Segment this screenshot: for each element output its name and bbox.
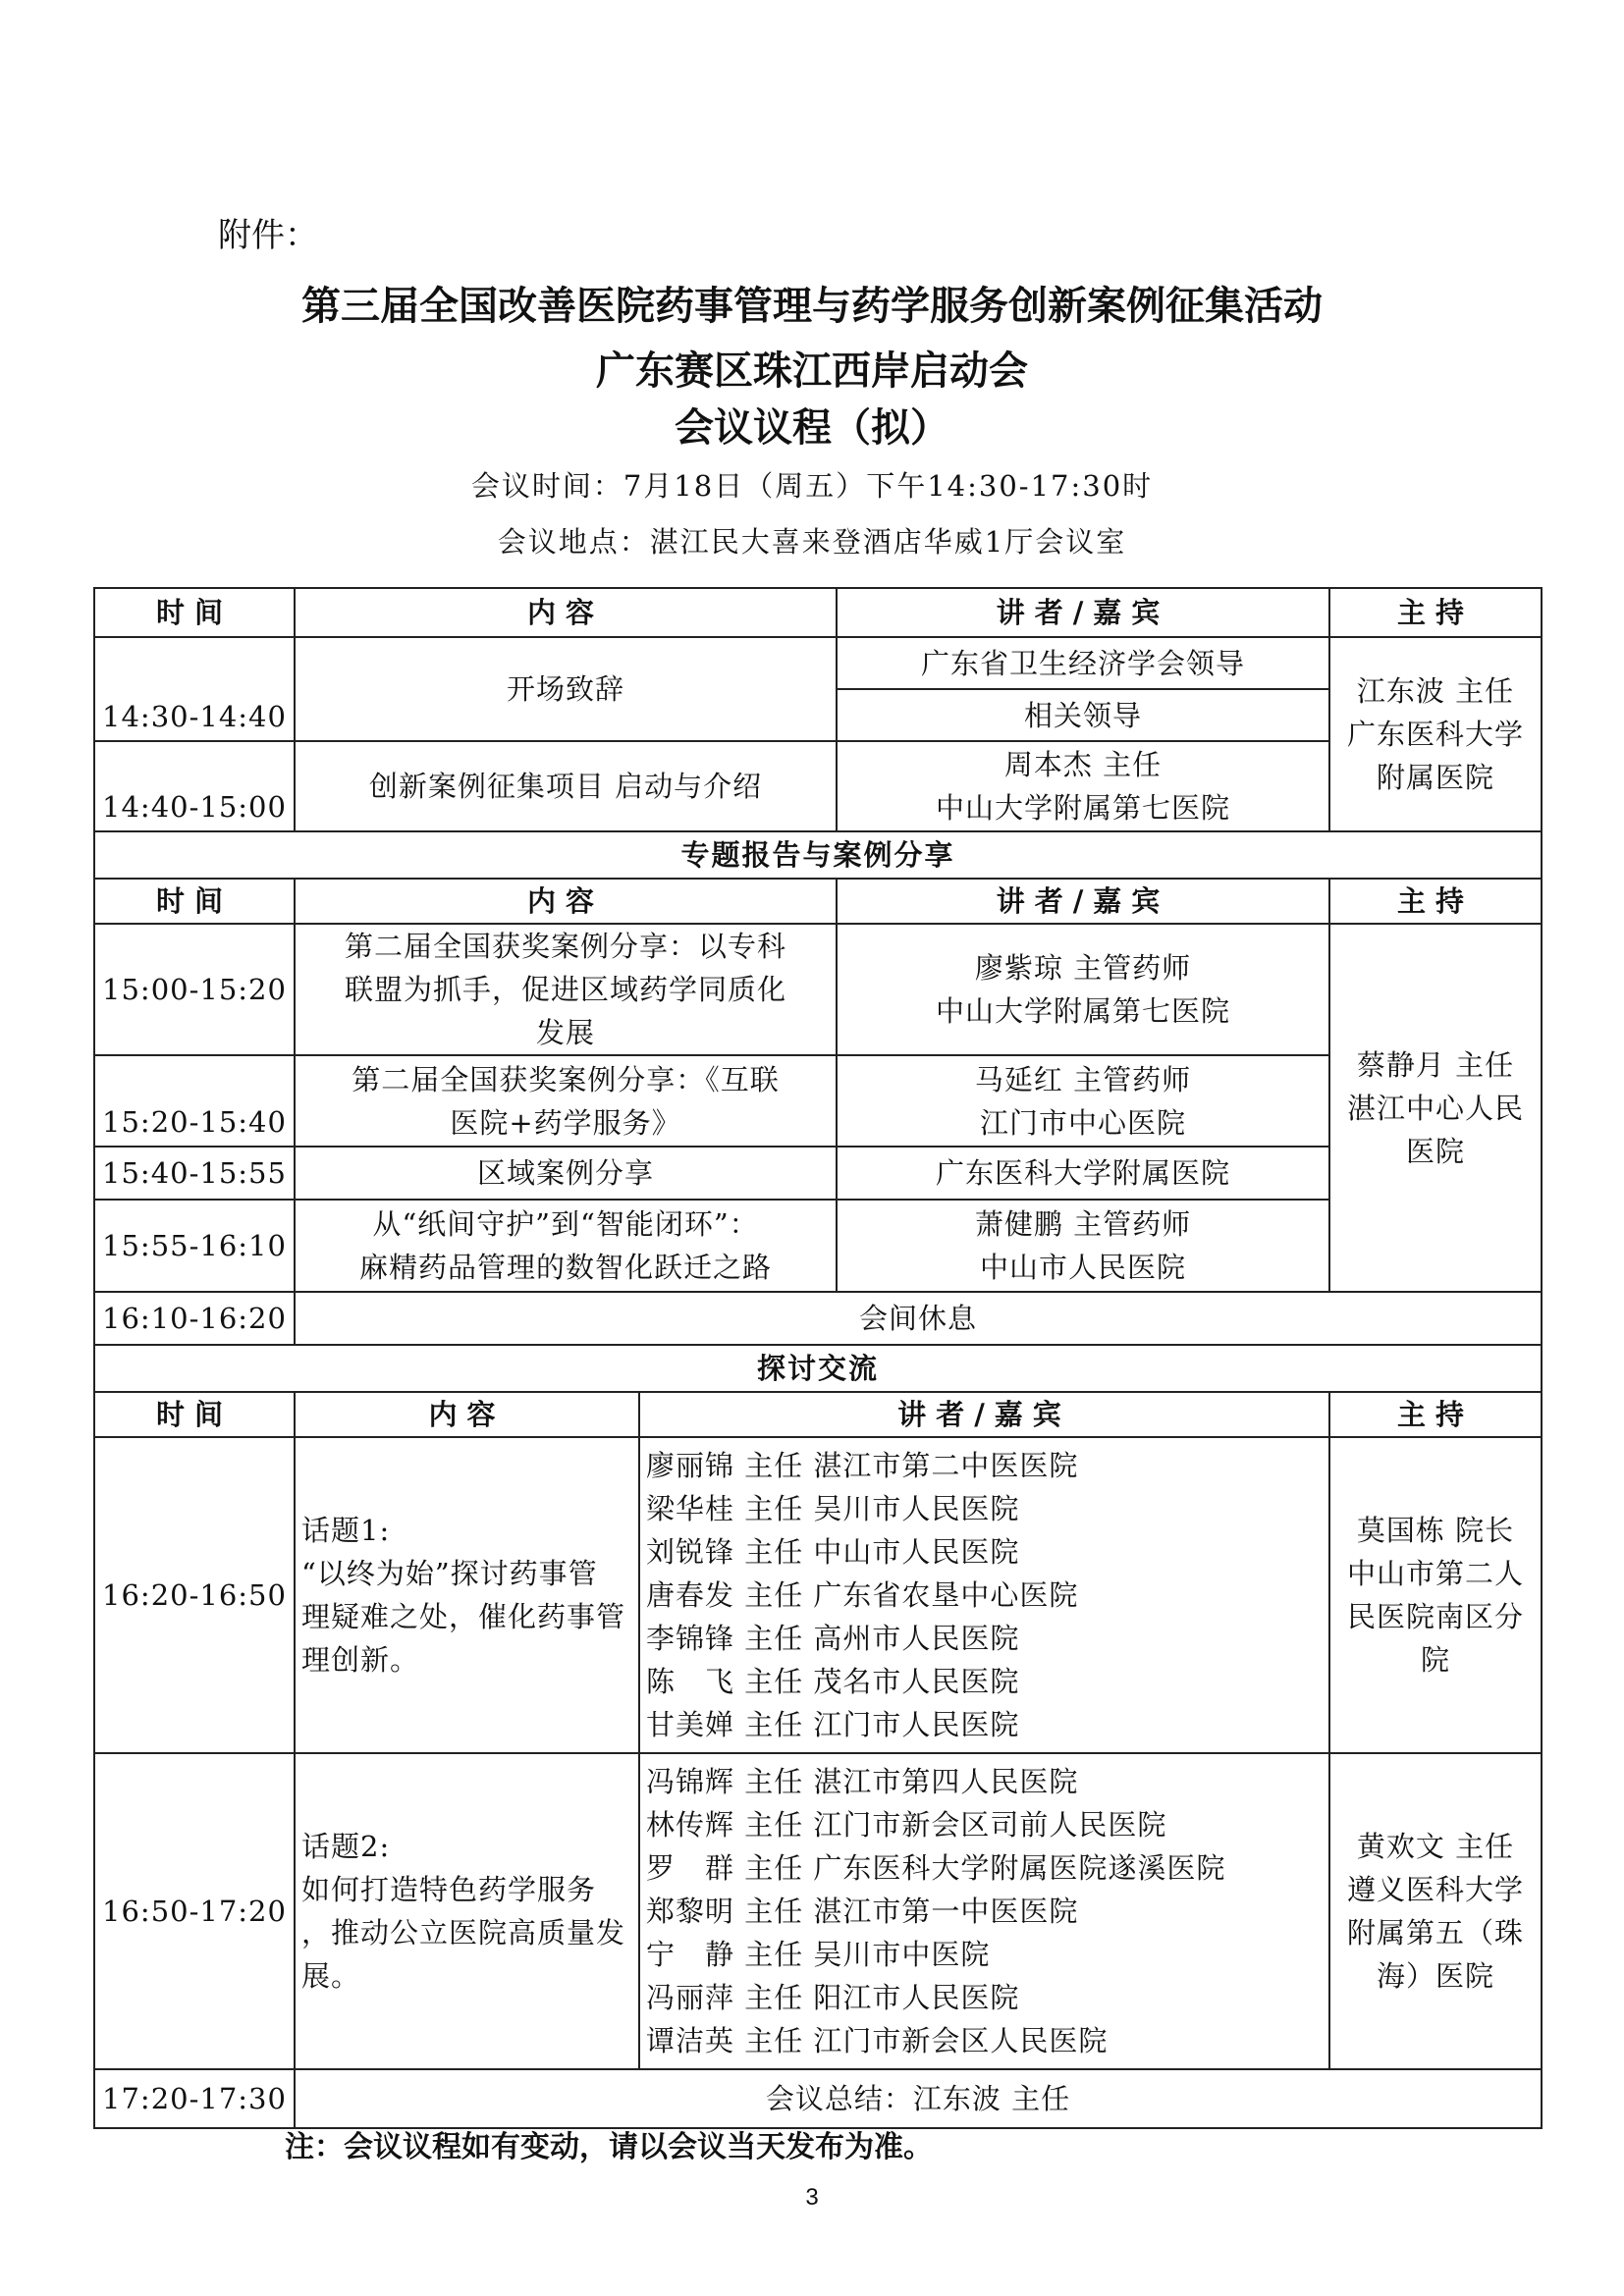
row-speaker (837, 1055, 1329, 1147)
table-row (94, 924, 1542, 1055)
meeting-place: 会议地点：湛江民大喜来登酒店华威1厅会议室 (497, 525, 1127, 559)
host-line: 海）医院 (1377, 1959, 1495, 1993)
speaker-line: 宁 静 主任 吴川市中医院 (646, 1938, 991, 1971)
content-line: 理创新。 (301, 1643, 420, 1677)
speaker-line: 廖丽锦 主任 湛江市第二中医医院 (646, 1449, 1079, 1482)
speaker-line: 陈 飞 主任 茂名市人民医院 (646, 1665, 1020, 1698)
host-line: 广东医科大学 (1347, 718, 1525, 751)
header-host: 主持 (1329, 1392, 1542, 1437)
table-header-row (94, 879, 1542, 924)
speaker-line: 江门市中心医院 (980, 1105, 1187, 1140)
row-host (1329, 1753, 1542, 2069)
row-content: 创新案例征集项目 启动与介绍 (295, 741, 837, 831)
summary-row (94, 2069, 1542, 2128)
row-content: 会间休息 (295, 1292, 1542, 1345)
row-time: 14:40-15:00 (94, 741, 295, 831)
table-row (94, 1055, 1542, 1147)
content-line: 话题1: (301, 1514, 391, 1547)
speaker-line: 谭洁英 主任 江门市新会区人民医院 (646, 2024, 1109, 2057)
break-row (94, 1292, 1542, 1345)
attachment-label: 附件： (218, 216, 318, 255)
header-speaker: 讲者/嘉宾 (837, 879, 1329, 924)
row-speaker: 广东省卫生经济学会领导 (837, 637, 1329, 689)
row-time: 15:40-15:55 (94, 1147, 295, 1200)
row-host (1329, 924, 1542, 1292)
speaker-line: 中山市人民医院 (980, 1251, 1187, 1284)
table-row (94, 1753, 1542, 2069)
row-speaker (837, 1200, 1329, 1292)
header-time: 时间 (94, 1392, 295, 1437)
speaker-line: 梁华桂 主任 吴川市人民医院 (646, 1492, 1020, 1525)
row-content (295, 1753, 639, 2069)
host-line: 湛江中心人民 (1347, 1091, 1525, 1125)
header-speaker: 讲者/嘉宾 (837, 588, 1329, 637)
content-line: 麻精药品管理的数智化跃迁之路 (359, 1251, 773, 1284)
speaker-line: 萧健鹏 主管药师 (974, 1207, 1192, 1241)
speaker-line: 马延红 主管药师 (974, 1062, 1192, 1096)
row-speaker (639, 1753, 1329, 2069)
section-title: 探讨交流 (94, 1345, 1542, 1392)
row-speaker (837, 741, 1329, 831)
row-content (295, 924, 837, 1055)
host-line: 遵义医科大学 (1347, 1873, 1525, 1906)
speaker-line: 罗 群 主任 广东医科大学附属医院遂溪医院 (646, 1851, 1226, 1885)
content-line: 话题2: (301, 1830, 391, 1863)
header-host: 主持 (1329, 588, 1542, 637)
content-line: 展。 (301, 1959, 361, 1993)
content-line: 理疑难之处，催化药事管 (301, 1600, 626, 1633)
host-line: 中山市第二人 (1347, 1557, 1525, 1590)
speaker-line: 林传辉 主任 江门市新会区司前人民医院 (646, 1808, 1167, 1842)
row-time: 16:20-16:50 (94, 1437, 295, 1753)
meeting-time: 会议时间：7月18日（周五）下午14:30-17:30时 (470, 469, 1154, 503)
speaker-line: 刘锐锋 主任 中山市人民医院 (646, 1535, 1020, 1569)
header-speaker: 讲者/嘉宾 (639, 1392, 1329, 1437)
header-content: 内容 (295, 588, 837, 637)
table-row (94, 637, 1542, 689)
row-speaker (837, 924, 1329, 1055)
speaker-line: 郑黎明 主任 湛江市第一中医医院 (646, 1895, 1079, 1928)
content-line: ，推动公立医院高质量发 (301, 1916, 626, 1949)
content-line: 第二届全国获奖案例分享：《互联 (352, 1062, 780, 1096)
table-header-row (94, 588, 1542, 637)
host-line: 医院 (1406, 1134, 1466, 1168)
footnote: 注：会议议程如有变动，请以会议当天发布为准。 (285, 2130, 933, 2164)
row-time: 15:00-15:20 (94, 924, 295, 1055)
host-line: 江东波 主任 (1356, 674, 1515, 708)
table-row (94, 741, 1542, 831)
table-row (94, 1147, 1542, 1200)
host-line: 民医院南区分 (1347, 1600, 1525, 1633)
section-row (94, 1345, 1542, 1392)
row-content: 会议总结：江东波 主任 (295, 2069, 1542, 2128)
row-time: 14:30-14:40 (94, 637, 295, 741)
table-row (94, 1200, 1542, 1292)
row-content: 开场致辞 (295, 637, 837, 741)
host-line: 蔡静月 主任 (1356, 1047, 1515, 1082)
row-time: 16:50-17:20 (94, 1753, 295, 2069)
content-line: 发展 (536, 1016, 596, 1049)
agenda-table (93, 587, 1543, 2129)
document-title: 第三届全国改善医院药事管理与药学服务创新案例征集活动 (301, 284, 1323, 329)
speaker-line: 周本杰 主任 (1003, 748, 1163, 781)
speaker-line: 中山大学附属第七医院 (936, 791, 1231, 825)
speaker-line: 李锦锋 主任 高州市人民医院 (646, 1622, 1020, 1655)
speaker-line: 冯锦辉 主任 湛江市第四人民医院 (646, 1765, 1079, 1798)
row-speaker (639, 1437, 1329, 1753)
host-line: 黄欢文 主任 (1356, 1830, 1515, 1863)
row-content: 区域案例分享 (295, 1147, 837, 1200)
section-row (94, 831, 1542, 879)
content-line: 医院+药学服务》 (450, 1105, 681, 1140)
row-content (295, 1200, 837, 1292)
row-host (1329, 1437, 1542, 1753)
document-subtitle: 广东赛区珠江西岸启动会 (596, 348, 1028, 394)
row-time: 15:55-16:10 (94, 1200, 295, 1292)
row-time: 17:20-17:30 (94, 2069, 295, 2128)
row-time: 16:10-16:20 (94, 1292, 295, 1345)
table-row (94, 1437, 1542, 1753)
host-line: 院 (1421, 1643, 1451, 1677)
header-time: 时间 (94, 588, 295, 637)
header-content: 内容 (295, 1392, 639, 1437)
header-content: 内容 (295, 879, 837, 924)
row-speaker: 相关领导 (837, 689, 1329, 741)
header-time: 时间 (94, 879, 295, 924)
content-line: “以终为始”探讨药事管 (301, 1557, 598, 1590)
row-time: 15:20-15:40 (94, 1055, 295, 1147)
row-host (1329, 637, 1542, 831)
agenda-title: 会议议程（拟） (675, 405, 949, 451)
speaker-line: 中山大学附属第七医院 (936, 994, 1231, 1028)
speaker-line: 甘美婵 主任 江门市人民医院 (646, 1708, 1020, 1741)
host-line: 附属医院 (1377, 761, 1495, 794)
row-speaker: 广东医科大学附属医院 (837, 1147, 1329, 1200)
row-content (295, 1437, 639, 1753)
header-host: 主持 (1329, 879, 1542, 924)
speaker-line: 唐春发 主任 广东省农垦中心医院 (646, 1578, 1079, 1612)
speaker-line: 廖紫琼 主管药师 (974, 951, 1192, 985)
content-line: 联盟为抓手，促进区域药学同质化 (345, 973, 787, 1006)
page-number: 3 (805, 2184, 819, 2211)
speaker-line: 冯丽萍 主任 阳江市人民医院 (646, 1981, 1020, 2014)
content-line: 如何打造特色药学服务 (301, 1873, 597, 1906)
content-line: 从“纸间守护”到“智能闭环”： (372, 1207, 759, 1241)
row-content (295, 1055, 837, 1147)
table-header-row (94, 1392, 1542, 1437)
host-line: 附属第五（珠 (1347, 1916, 1525, 1949)
section-title: 专题报告与案例分享 (94, 831, 1542, 879)
host-line: 莫国栋 院长 (1356, 1514, 1515, 1547)
content-line: 第二届全国获奖案例分享：以专科 (345, 930, 787, 963)
